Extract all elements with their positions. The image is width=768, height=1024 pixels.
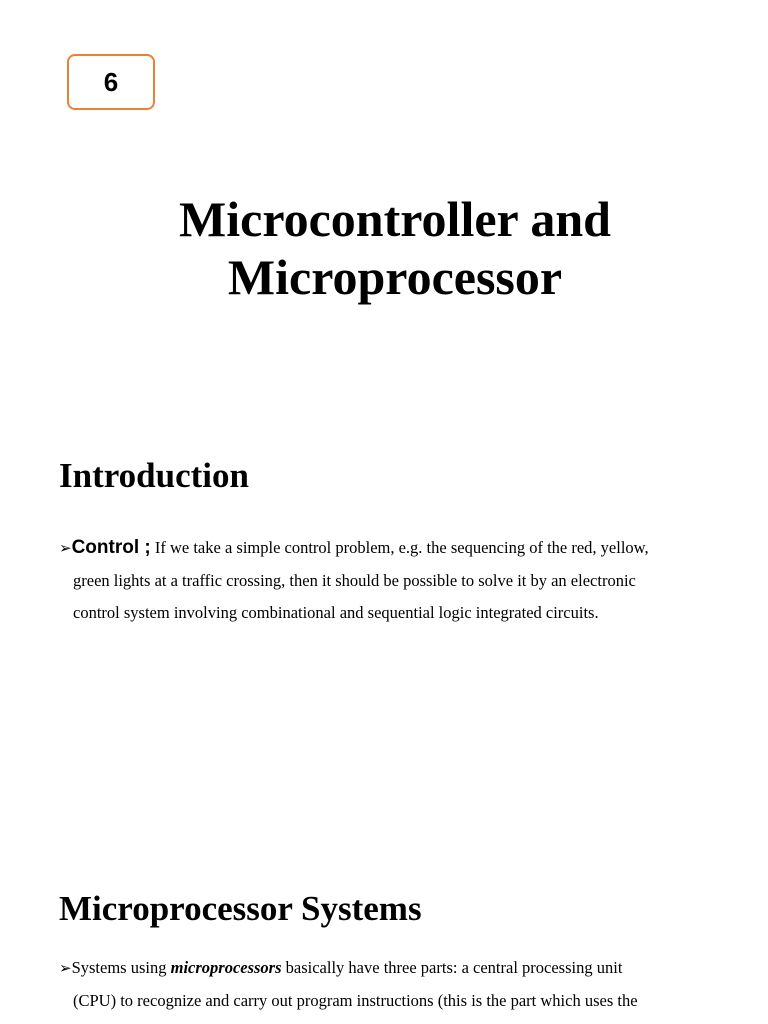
microprocessor-systems-paragraph — [59, 952, 709, 1017]
chapter-number-badge — [67, 54, 155, 110]
title-line-1: Microcontroller and — [179, 191, 611, 247]
mps-text-after: basically have three parts: a central processing unit — [281, 958, 623, 977]
chapter-number: 6 — [103, 66, 119, 97]
control-paragraph — [59, 532, 709, 630]
mps-line-1 — [59, 952, 709, 985]
title-line-2: Microprocessor — [227, 249, 563, 305]
control-line-3: control system involving combinational and sequential logic integrated circuits. — [73, 603, 599, 622]
control-line-1 — [59, 532, 709, 565]
mps-text-before: Systems using — [71, 958, 171, 977]
mps-line-2: (CPU) to recognize and carry out program instructions (this is the part which uses the — [73, 990, 638, 1010]
introduction-heading: Introduction — [59, 456, 249, 495]
control-line-2: green lights at a traffic crossing, then it should be possible to solve it by an electronic — [73, 570, 636, 590]
page-title — [0, 190, 768, 306]
control-term: Control ; — [71, 537, 151, 558]
mps-emphasis: microprocessors — [170, 958, 282, 977]
microprocessor-systems-heading: Microprocessor Systems — [59, 889, 422, 928]
control-text-1: If we take a simple control problem, e.g. the sequencing of the red, yellow, — [150, 538, 649, 557]
arrow-bullet-icon: ➢ — [59, 959, 72, 977]
arrow-bullet-icon: ➢ — [59, 539, 72, 557]
